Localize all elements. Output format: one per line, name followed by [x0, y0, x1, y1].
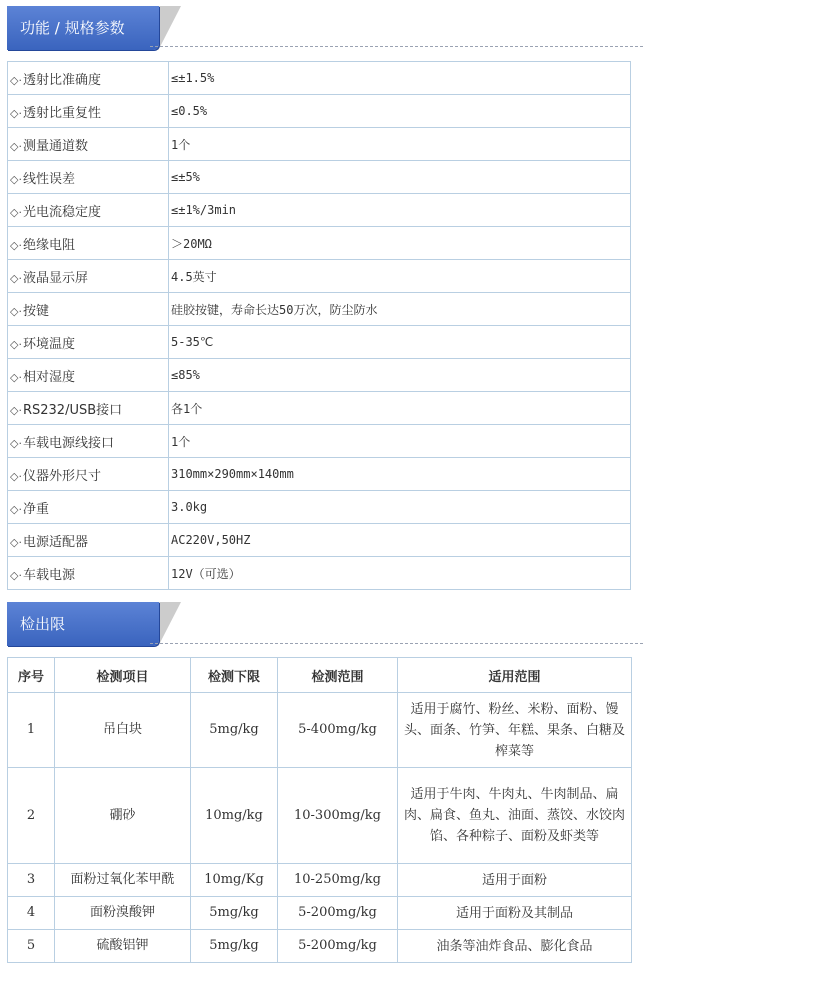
spec-label: ◇·透射比重复性 [8, 95, 169, 128]
spec-value: ＞20MΩ [169, 227, 631, 260]
table-row [8, 693, 632, 768]
diamond-icon: ◇· [10, 502, 22, 516]
spec-label: ◇·线性误差 [8, 161, 169, 194]
spec-label: ◇·环境温度 [8, 326, 169, 359]
lower-limit: 5mg/kg [191, 693, 278, 768]
column-header: 序号 [8, 658, 55, 693]
column-header: 适用范围 [398, 658, 632, 693]
spec-label: ◇·仪器外形尺寸 [8, 458, 169, 491]
spec-value: 各1个 [169, 392, 631, 425]
column-header: 检测下限 [191, 658, 278, 693]
spec-row [8, 95, 631, 128]
spec-value: 4.5英寸 [169, 260, 631, 293]
spec-label: ◇·透射比准确度 [8, 62, 169, 95]
item-name: 硼砂 [55, 768, 191, 864]
table-row [8, 768, 632, 864]
section-header-specs [0, 0, 643, 48]
diamond-icon: ◇· [10, 73, 22, 87]
detection-range: 5-200mg/kg [278, 897, 398, 930]
section-title: 检出限 [20, 615, 66, 633]
diamond-icon: ◇· [10, 139, 22, 153]
spec-label: ◇·液晶显示屏 [8, 260, 169, 293]
spec-row [8, 227, 631, 260]
section-tab [7, 602, 187, 646]
spec-row [8, 425, 631, 458]
spec-value: ≤±5% [169, 161, 631, 194]
lower-limit: 10mg/kg [191, 768, 278, 864]
spec-row [8, 524, 631, 557]
spec-value: 5-35℃ [169, 326, 631, 359]
row-number: 2 [8, 768, 55, 864]
section-tab [7, 6, 187, 50]
detection-range: 10-300mg/kg [278, 768, 398, 864]
lower-limit: 5mg/kg [191, 930, 278, 963]
spec-value: ≤±1.5% [169, 62, 631, 95]
spec-value: 310mm×290mm×140mm [169, 458, 631, 491]
spec-row [8, 194, 631, 227]
lower-limit: 10mg/Kg [191, 864, 278, 897]
spec-table [7, 61, 631, 590]
spec-label: ◇·RS232/USB接口 [8, 392, 169, 425]
detection-limit-table [7, 657, 632, 963]
diamond-icon: ◇· [10, 436, 22, 450]
applicable-scope: 适用于面粉 [398, 864, 632, 897]
spec-row [8, 293, 631, 326]
spec-value: 硅胶按键，寿命长达50万次，防尘防水 [169, 293, 631, 326]
spec-row [8, 326, 631, 359]
spec-label: ◇·净重 [8, 491, 169, 524]
spec-label: ◇·车载电源 [8, 557, 169, 590]
diamond-icon: ◇· [10, 568, 22, 582]
diamond-icon: ◇· [10, 403, 22, 417]
spec-label: ◇·按键 [8, 293, 169, 326]
table-row [8, 864, 632, 897]
spec-value: 12V（可选） [169, 557, 631, 590]
detection-range: 5-400mg/kg [278, 693, 398, 768]
spec-value: AC220V,50HZ [169, 524, 631, 557]
applicable-scope: 适用于牛肉、牛肉丸、牛肉制品、扁肉、扁食、鱼丸、油面、蒸饺、水饺肉馅、各种粽子、面粉及虾类等 [398, 768, 632, 864]
diamond-icon: ◇· [10, 106, 22, 120]
diamond-icon: ◇· [10, 172, 22, 186]
dashed-divider [150, 643, 643, 644]
diamond-icon: ◇· [10, 535, 22, 549]
spec-row [8, 458, 631, 491]
spec-row [8, 128, 631, 161]
section-title: 功能 / 规格参数 [20, 19, 125, 37]
detection-range: 10-250mg/kg [278, 864, 398, 897]
applicable-scope: 油条等油炸食品、膨化食品 [398, 930, 632, 963]
row-number: 4 [8, 897, 55, 930]
item-name: 硫酸铝钾 [55, 930, 191, 963]
column-header: 检测项目 [55, 658, 191, 693]
spec-label: ◇·车载电源线接口 [8, 425, 169, 458]
spec-value: 1个 [169, 128, 631, 161]
spec-row [8, 260, 631, 293]
spec-label: ◇·电源适配器 [8, 524, 169, 557]
row-number: 3 [8, 864, 55, 897]
spec-row [8, 557, 631, 590]
diamond-icon: ◇· [10, 238, 22, 252]
applicable-scope: 适用于面粉及其制品 [398, 897, 632, 930]
section-header-limits [0, 596, 643, 644]
diamond-icon: ◇· [10, 205, 22, 219]
spec-row [8, 359, 631, 392]
spec-row [8, 392, 631, 425]
spec-row [8, 161, 631, 194]
diamond-icon: ◇· [10, 469, 22, 483]
column-header: 检测范围 [278, 658, 398, 693]
spec-value: ≤±1%/3min [169, 194, 631, 227]
applicable-scope: 适用于腐竹、粉丝、米粉、面粉、馒头、面条、竹笋、年糕、果条、白糖及榨菜等 [398, 693, 632, 768]
table-row [8, 930, 632, 963]
spec-row [8, 62, 631, 95]
row-number: 5 [8, 930, 55, 963]
dashed-divider [150, 46, 643, 47]
spec-label: ◇·测量通道数 [8, 128, 169, 161]
item-name: 吊白块 [55, 693, 191, 768]
diamond-icon: ◇· [10, 304, 22, 318]
table-row [8, 897, 632, 930]
diamond-icon: ◇· [10, 337, 22, 351]
item-name: 面粉溴酸钾 [55, 897, 191, 930]
spec-value: 3.0kg [169, 491, 631, 524]
spec-value: ≤0.5% [169, 95, 631, 128]
diamond-icon: ◇· [10, 271, 22, 285]
spec-label: ◇·相对湿度 [8, 359, 169, 392]
detection-range: 5-200mg/kg [278, 930, 398, 963]
lower-limit: 5mg/kg [191, 897, 278, 930]
spec-label: ◇·绝缘电阻 [8, 227, 169, 260]
spec-value: ≤85% [169, 359, 631, 392]
spec-label: ◇·光电流稳定度 [8, 194, 169, 227]
row-number: 1 [8, 693, 55, 768]
diamond-icon: ◇· [10, 370, 22, 384]
spec-row [8, 491, 631, 524]
spec-value: 1个 [169, 425, 631, 458]
item-name: 面粉过氧化苯甲酰 [55, 864, 191, 897]
